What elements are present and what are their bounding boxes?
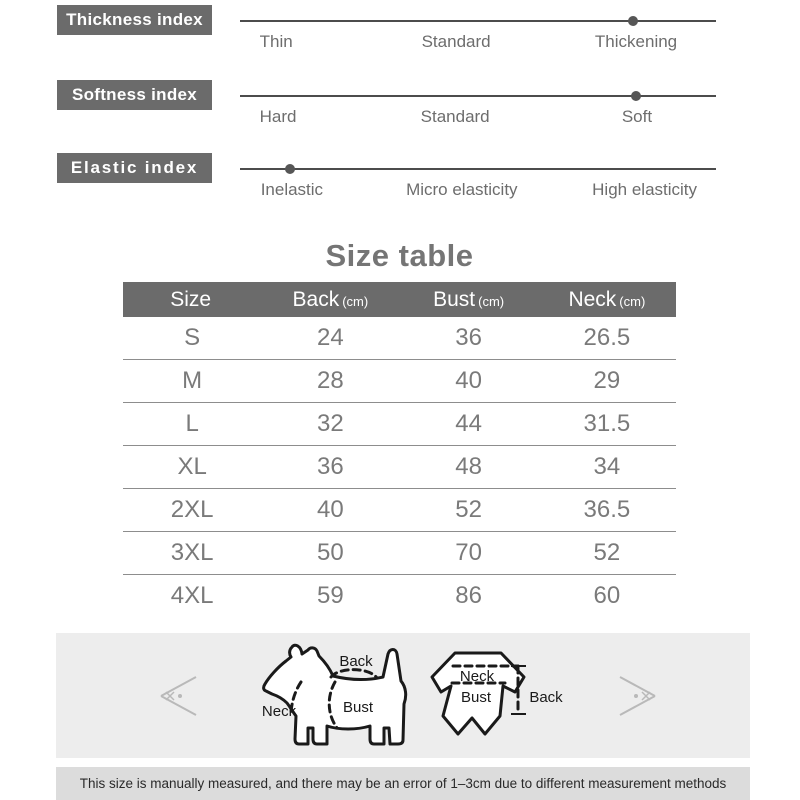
index-row-elastic <box>0 154 800 218</box>
garment-neck-label: Neck <box>459 668 495 685</box>
table-row-m: M 28 40 29 <box>123 360 676 403</box>
softness-index-label: Softness index <box>57 80 212 110</box>
garment-bust-label: Bust <box>460 689 492 706</box>
table-row-xl: XL 36 48 34 <box>123 446 676 489</box>
scale-option-inelastic: Inelastic <box>260 180 324 199</box>
elastic-index-scale <box>240 154 716 214</box>
scale-option-thickening: Thickening <box>594 32 678 51</box>
scale-dot-indicator <box>285 164 295 174</box>
thickness-index-scale <box>240 6 716 66</box>
index-row-thickness <box>0 6 800 70</box>
scale-line <box>240 20 716 22</box>
table-row-l: L 32 44 31.5 <box>123 403 676 446</box>
dog-neck-label: Neck <box>261 703 297 720</box>
index-row-softness <box>0 81 800 145</box>
measurement-disclaimer-bar <box>56 767 750 800</box>
size-table-title: Size table <box>325 238 474 273</box>
scale-dot-indicator <box>631 91 641 101</box>
scale-option-micro-elasticity: Micro elasticity <box>406 180 518 199</box>
scale-option-standard: Standard <box>421 32 491 51</box>
table-row-2xl: 2XL 40 52 36.5 <box>123 489 676 532</box>
cut-mark-icon <box>616 673 660 719</box>
scale-option-soft: Soft <box>621 107 653 126</box>
table-row-s: S 24 36 26.5 <box>123 317 676 360</box>
measurement-diagram-panel <box>56 633 750 758</box>
garment-measurement-diagram <box>425 640 575 750</box>
dog-back-label: Back <box>339 653 373 670</box>
dog-outline <box>261 645 406 744</box>
measurement-disclaimer-text: This size is manually measured, and there may be an error of 1–3cm due to different measurement methods <box>79 776 727 791</box>
column-header-neck: Neck (cm) <box>568 287 646 311</box>
scale-option-standard: Standard <box>420 107 490 126</box>
dog-bust-label: Bust <box>342 699 374 716</box>
scale-dot-indicator <box>628 16 638 26</box>
scale-line <box>240 168 716 170</box>
size-table-section <box>123 236 676 617</box>
scale-line <box>240 95 716 97</box>
table-row-3xl: 3XL 50 70 52 <box>123 532 676 575</box>
dog-measurement-diagram <box>253 636 425 752</box>
softness-index-scale <box>240 81 716 141</box>
scale-option-thin: Thin <box>259 32 293 51</box>
elastic-index-label: Elastic index <box>57 153 212 183</box>
garment-back-label: Back <box>529 689 563 706</box>
column-header-back: Back (cm) <box>292 287 369 311</box>
table-row-4xl: 4XL 59 86 60 <box>170 582 621 609</box>
cut-mark-icon <box>156 673 200 719</box>
column-header-size: Size <box>170 287 212 311</box>
thickness-index-label: Thickness index <box>57 5 212 35</box>
scale-option-hard: Hard <box>259 107 297 126</box>
size-table-header <box>123 282 676 317</box>
column-header-bust: Bust (cm) <box>433 287 505 311</box>
scale-option-high-elasticity: High elasticity <box>592 180 698 199</box>
size-table-body <box>123 317 676 617</box>
